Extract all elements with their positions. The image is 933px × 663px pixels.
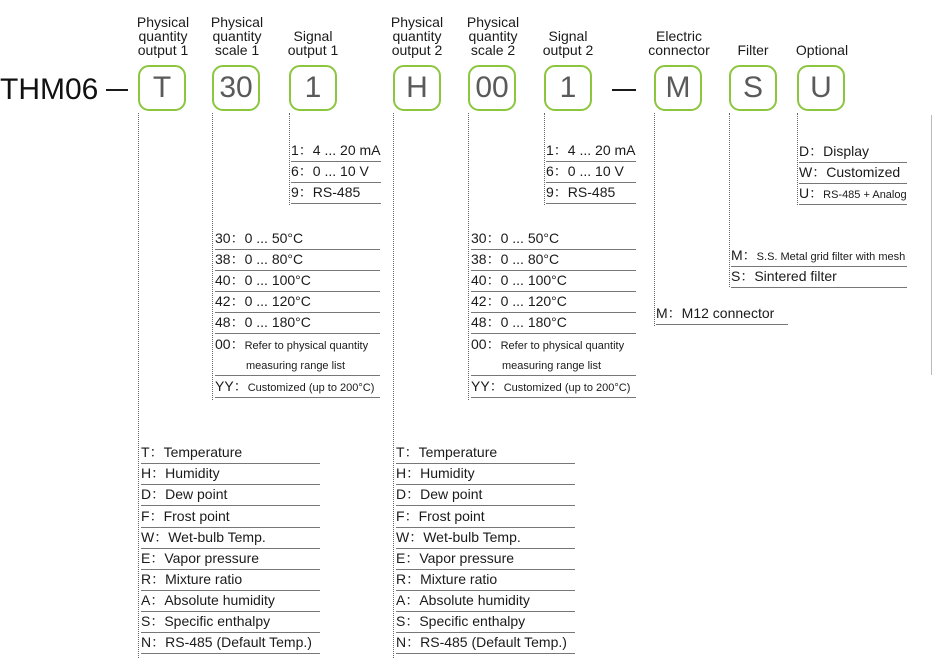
signal-2-option-6: 6：0 ... 10 V <box>546 162 636 183</box>
quantity-1-option-d: D：Dew point <box>141 485 320 506</box>
right-edge-divider <box>931 115 932 375</box>
quantity-1-option-f: F：Frost point <box>141 507 320 528</box>
scale-2-option-yy: YY：Customized (up to 200°C) <box>471 377 636 398</box>
scale-1-option-00: 00：Refer to physical quantity <box>215 336 369 352</box>
connector-option-m: M：M12 connector <box>656 304 788 325</box>
optional-option-d: D：Display <box>799 142 907 163</box>
header-optional: Optional <box>795 42 849 58</box>
code-box-quantity-2: H <box>393 65 441 111</box>
quantity-2-option-d: D：Dew point <box>396 485 575 506</box>
model-dash-1 <box>106 89 128 91</box>
leader-scale-1 <box>212 113 213 400</box>
quantity-1-option-w: W：Wet-bulb Temp. <box>141 528 320 549</box>
scale-2-option-40: 40：0 ... 100°C <box>471 271 636 292</box>
quantity-2-option-h: H：Humidity <box>396 464 575 485</box>
quantity-1-option-a: A：Absolute humidity <box>141 591 320 612</box>
leader-signal-2 <box>544 113 545 205</box>
header-physical-quantity-output-1: Physical quantity output 1 <box>136 14 190 58</box>
scale-1-option-48: 48：0 ... 180°C <box>215 313 380 334</box>
quantity-1-option-e: E：Vapor pressure <box>141 549 320 570</box>
scale-2-option-48: 48：0 ... 180°C <box>471 313 636 334</box>
header-electric-connector: Electric connector <box>648 28 710 58</box>
quantity-1-option-t: T：Temperature <box>141 443 320 464</box>
leader-quantity-1 <box>138 113 139 658</box>
quantity-2-option-n: N：RS-485 (Default Temp.) <box>396 633 575 654</box>
scale-2-option-00-line2: measuring range list <box>471 355 636 376</box>
leader-signal-1 <box>289 113 290 205</box>
header-filter: Filter <box>737 42 769 58</box>
quantity-2-option-s: S：Specific enthalpy <box>396 612 575 633</box>
code-box-scale-1: 30 <box>212 65 260 111</box>
quantity-1-option-r: R：Mixture ratio <box>141 570 320 591</box>
scale-2-option-42: 42：0 ... 120°C <box>471 292 636 313</box>
optional-option-u: U：RS-485 + Analog <box>799 184 907 205</box>
quantity-2-option-f: F：Frost point <box>396 507 575 528</box>
code-box-optional: U <box>797 65 845 111</box>
header-physical-quantity-output-2: Physical quantity output 2 <box>390 14 444 58</box>
signal-1-option-9: 9：RS-485 <box>291 183 381 204</box>
scale-1-option-42: 42：0 ... 120°C <box>215 292 380 313</box>
code-box-connector: M <box>654 65 702 111</box>
signal-1-option-1: 1：4 ... 20 mA <box>291 141 381 162</box>
scale-1-option-00-line2: measuring range list <box>215 355 380 376</box>
code-box-scale-2: 00 <box>468 65 516 111</box>
scale-1-option-40: 40：0 ... 100°C <box>215 271 380 292</box>
quantity-2-option-a: A：Absolute humidity <box>396 591 575 612</box>
header-physical-quantity-scale-1: Physical quantity scale 1 <box>210 14 264 58</box>
quantity-2-option-w: W：Wet-bulb Temp. <box>396 528 575 549</box>
quantity-2-option-r: R：Mixture ratio <box>396 570 575 591</box>
filter-option-m: M：S.S. Metal grid filter with mesh <box>731 246 907 267</box>
leader-connector <box>654 113 655 326</box>
model-name: THM06 <box>0 73 99 106</box>
header-physical-quantity-scale-2: Physical quantity scale 2 <box>466 14 520 58</box>
header-signal-output-2: Signal output 2 <box>542 28 594 58</box>
scale-2-option-38: 38：0 ... 80°C <box>471 250 636 271</box>
scale-2-option-00: 00：Refer to physical quantity <box>471 336 625 352</box>
optional-option-w: W：Customized <box>799 163 907 184</box>
scale-1-option-38: 38：0 ... 80°C <box>215 250 380 271</box>
quantity-2-option-e: E：Vapor pressure <box>396 549 575 570</box>
quantity-1-option-n: N：RS-485 (Default Temp.) <box>141 633 320 654</box>
code-box-quantity-1: T <box>138 65 186 111</box>
quantity-1-option-s: S：Specific enthalpy <box>141 612 320 633</box>
quantity-1-option-h: H：Humidity <box>141 464 320 485</box>
leader-filter <box>729 113 730 287</box>
scale-1-option-yy: YY：Customized (up to 200°C) <box>215 377 380 398</box>
leader-optional <box>797 113 798 205</box>
quantity-2-option-t: T：Temperature <box>396 443 575 464</box>
code-box-signal-1: 1 <box>289 65 337 111</box>
model-dash-2 <box>612 89 636 91</box>
code-box-filter: S <box>729 65 777 111</box>
header-signal-output-1: Signal output 1 <box>287 28 339 58</box>
code-box-signal-2: 1 <box>544 65 592 111</box>
leader-quantity-2 <box>393 113 394 658</box>
signal-2-option-9: 9：RS-485 <box>546 183 636 204</box>
scale-1-option-30: 30：0 ... 50°C <box>215 229 380 250</box>
signal-1-option-6: 6：0 ... 10 V <box>291 162 381 183</box>
filter-option-s: S：Sintered filter <box>731 267 907 288</box>
signal-2-option-1: 1：4 ... 20 mA <box>546 141 636 162</box>
leader-scale-2 <box>468 113 469 400</box>
scale-2-option-30: 30：0 ... 50°C <box>471 229 636 250</box>
